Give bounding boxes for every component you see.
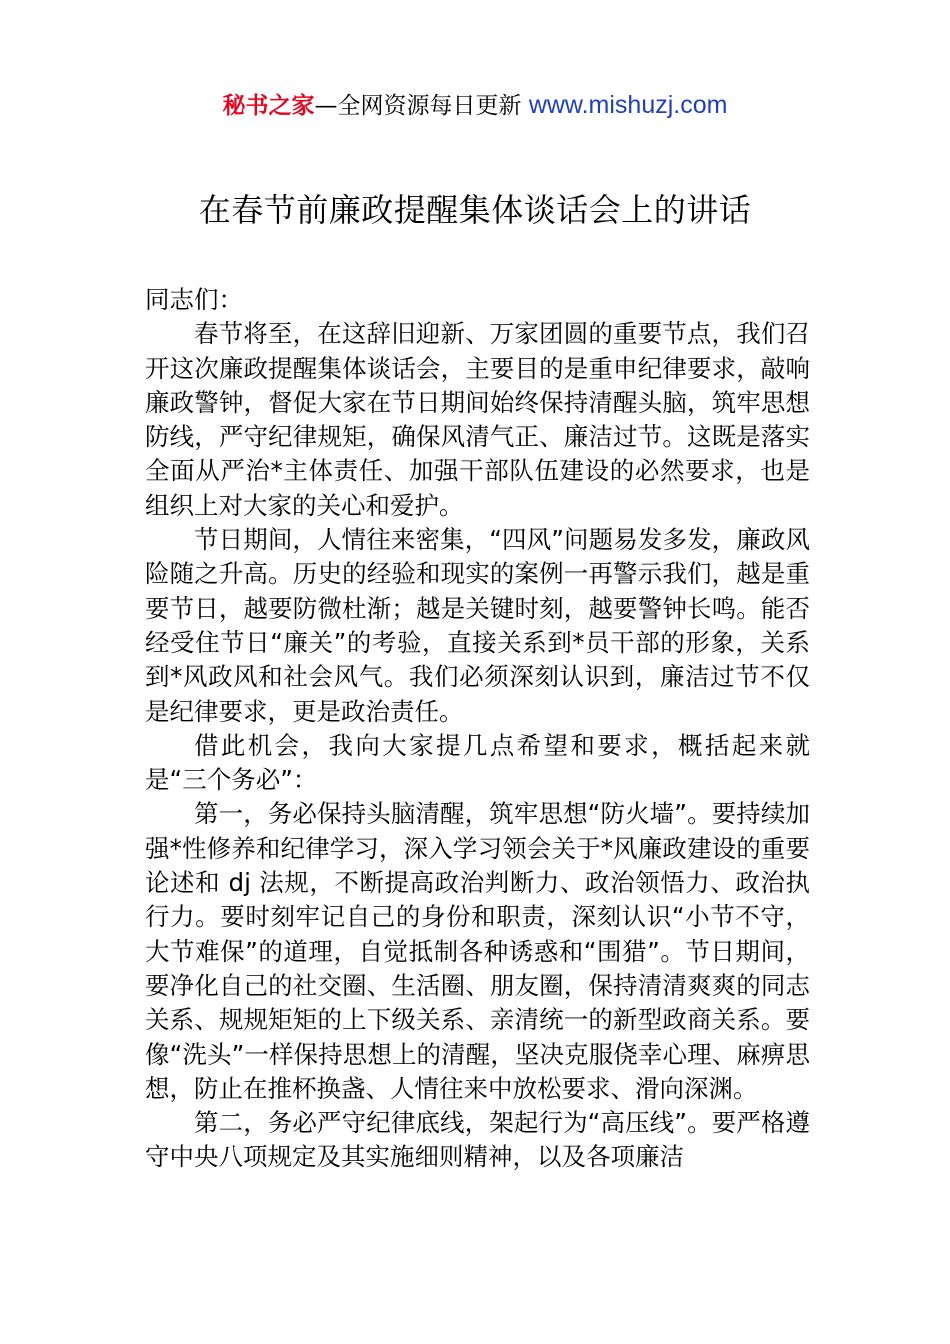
paragraph-5: 第二，务必严守纪律底线，架起行为“高压线”。要严格遵守中央八项规定及其实施细则精神，以及各项廉洁 — [145, 1108, 810, 1172]
document-title: 在春节前廉政提醒集体谈话会上的讲话 — [198, 191, 752, 229]
paragraph-4: 第一，务必保持头脑清醒，筑牢思想“防火墙”。要持续加强*性修养和纪律学习，深入学习领会关于*风廉政建设的重要论述和 dj 法规，不断提高政治判断力、政治领悟力、政治执行力。要时刻牢记自己的身份和职责，深刻认识“小节不守，大节难保”的道理，自觉抵制各种诱惑和“围猎”。节日期间，要净化自己的社交圈、生活圈、朋友圈，保持清清爽爽的同志关系、规规矩矩的上下级关系、亲清统一的新型政商关系。要像“洗头”一样保持思想上的清醒，坚决克服侥幸心理、麻痹思想，防止在推杯换盏、人情往来中放松要求、滑向深渊。 — [145, 799, 810, 1103]
site-tagline: —全网资源每日更新 — [314, 93, 529, 119]
paragraph-1: 春节将至，在这辞旧迎新、万家团圆的重要节点，我们召开这次廉政提醒集体谈话会，主要目的是重申纪律要求，敲响廉政警钟，督促大家在节日期间始终保持清醒头脑，筑牢思想防线，严守纪律规矩，确保风清气正、廉洁过节。这既是落实全面从严治*主体责任、加强干部队伍建设的必然要求，也是组织上对大家的关心和爱护。 — [145, 319, 810, 520]
document-body — [145, 283, 810, 1175]
site-url-link[interactable]: www.mishuzj.com — [528, 91, 728, 119]
paragraph-2: 节日期间，人情往来密集，“四风”问题易发多发，廉政风险随之升高。历史的经验和现实的案例一再警示我们，越是重要节日，越要防微杜渐；越是关键时刻，越要警钟长鸣。能否经受住节日“廉关”的考验，直接关系到*员干部的形象，关系到*风政风和社会风气。我们必须深刻认识到，廉洁过节不仅是纪律要求，更是政治责任。 — [145, 525, 810, 726]
paragraph-3: 借此机会，我向大家提几点希望和要求，概括起来就是“三个务必”： — [145, 730, 810, 795]
salutation: 同志们： — [145, 285, 243, 314]
site-brand: 秘书之家 — [222, 93, 315, 119]
site-header — [0, 88, 950, 123]
